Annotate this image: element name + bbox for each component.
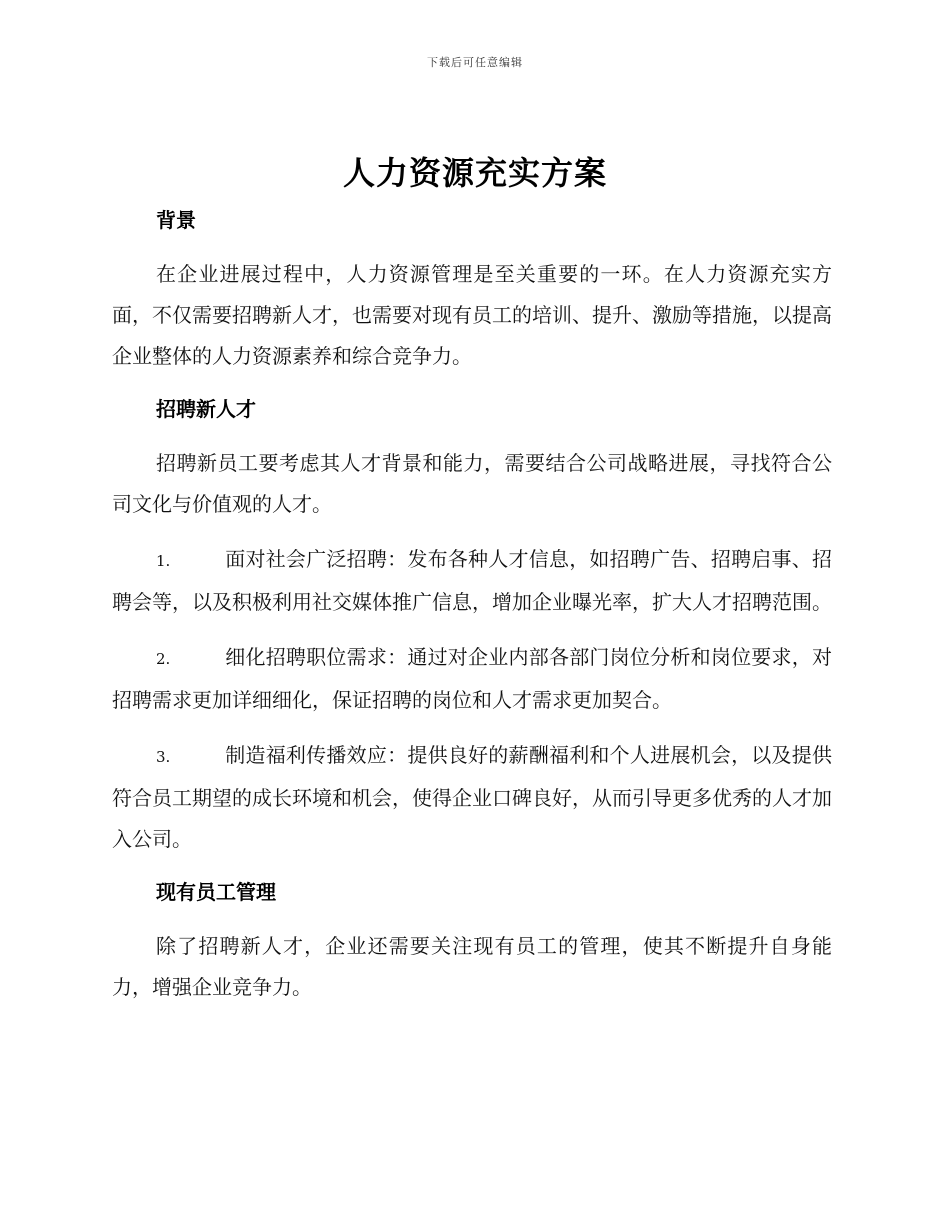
list-item-text: 面对社会广泛招聘：发布各种人才信息，如招聘广告、招聘启事、招聘会等，以及积极利用社交媒体推广信息，增加企业曝光率，扩大人才招聘范围。 xyxy=(112,547,832,614)
list-item-number: 2. xyxy=(156,650,171,668)
list-item-number: 1. xyxy=(156,552,171,570)
list-item-number: 3. xyxy=(156,748,171,766)
list-item xyxy=(112,735,832,860)
page-header-note: 下载后可任意编辑 xyxy=(427,56,523,69)
background-paragraph: 在企业进展过程中，人力资源管理是至关重要的一环。在人力资源充实方面，不仅需要招聘新人才，也需要对现有员工的培训、提升、激励等措施，以提高企业整体的人力资源素养和综合竞争力。 xyxy=(112,262,832,368)
document-body xyxy=(112,202,832,1022)
staff-management-paragraph: 除了招聘新人才，企业还需要关注现有员工的管理，使其不断提升自身能力，增强企业竞争力。 xyxy=(112,934,832,999)
section-heading-recruitment: 招聘新人才 xyxy=(156,397,256,421)
section-heading-staff-management: 现有员工管理 xyxy=(156,880,276,904)
list-item-text: 制造福利传播效应：提供良好的薪酬福利和个人进展机会，以及提供符合员工期望的成长环境和机会，使得企业口碑良好，从而引导更多优秀的人才加入公司。 xyxy=(112,743,832,851)
list-item xyxy=(112,637,832,721)
list-item xyxy=(112,539,832,623)
section-heading-background: 背景 xyxy=(156,208,196,232)
recruitment-paragraph: 招聘新员工要考虑其人才背景和能力，需要结合公司战略进展，寻找符合公司文化与价值观的人才。 xyxy=(112,451,832,516)
document-title: 人力资源充实方案 xyxy=(342,154,607,192)
list-item-text: 细化招聘职位需求：通过对企业内部各部门岗位分析和岗位要求，对招聘需求更加详细细化，保证招聘的岗位和人才需求更加契合。 xyxy=(112,645,832,712)
